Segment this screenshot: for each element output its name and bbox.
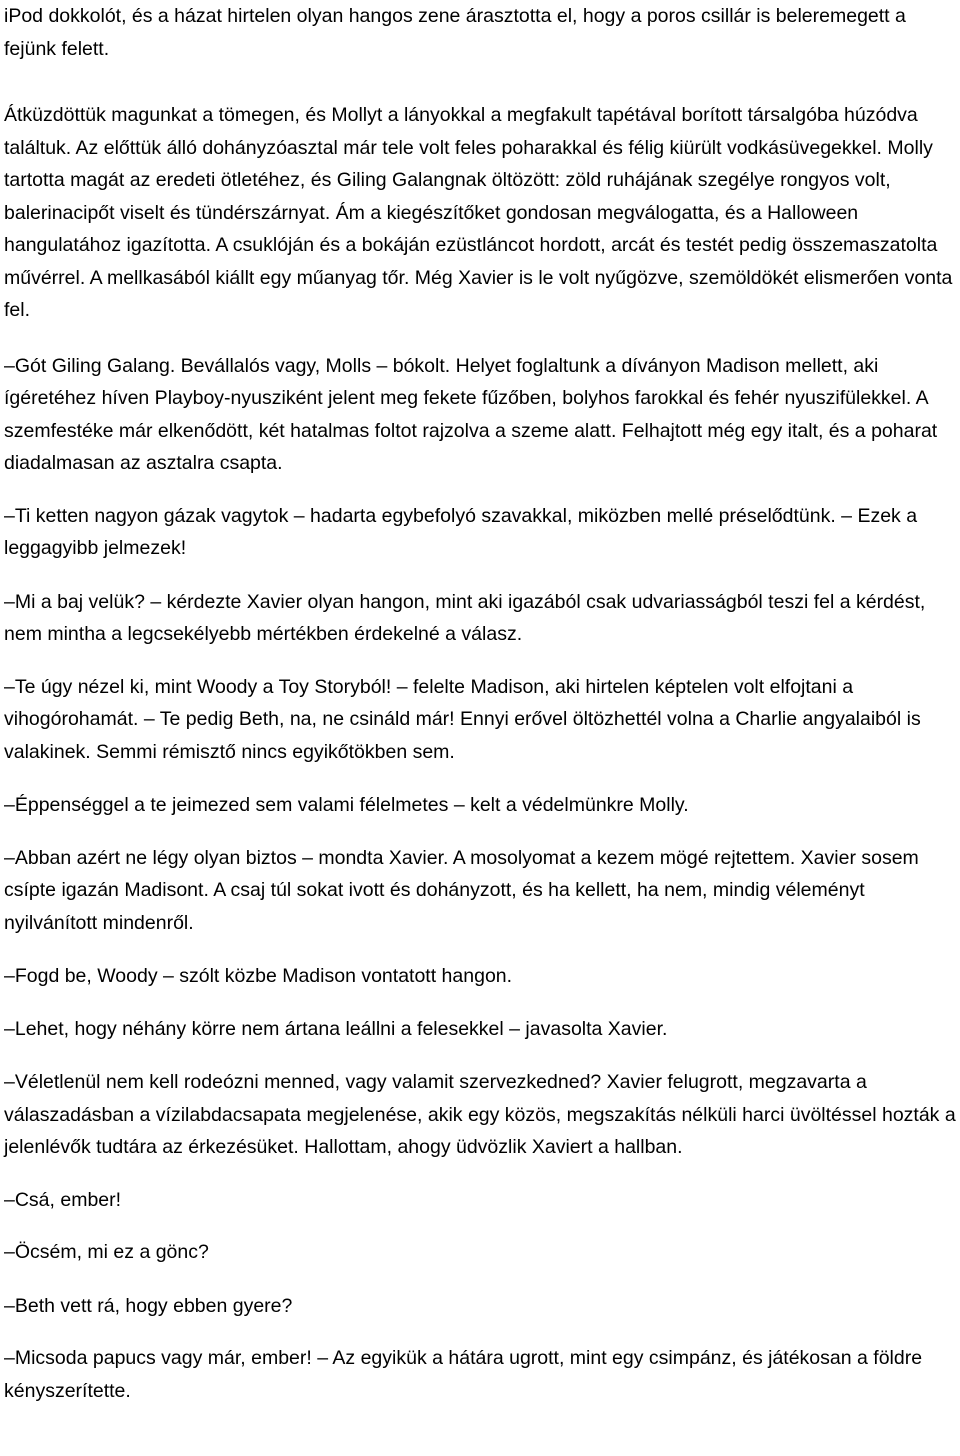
paragraph-gap: [4, 1045, 956, 1066]
paragraph: –Gót Giling Galang. Bevállalós vagy, Molls – bókolt. Helyet foglaltunk a díványon Madison mellett, aki ígéretéhez híven Playboy-nyusziként jelent meg fekete fűzőben, bolyhos farokkal és fehér nyuszifülekkel. A szemfestéke már elkenődött, két hatalmas foltot rajzolva a szeme alatt. Felhajtott még egy italt, és a poharat diadalmasan az asztalra csapta.: [4, 354, 938, 474]
paragraph: –Véletlenül nem kell rodeózni menned, vagy valamit szervezkedned? Xavier felugrott, megzavarta a válaszadásban a vízilabdacsapata megjelenése, akik egy közös, megszakítás nélküli harci üvöltéssel hozták a jelenlévők tudtára az érkezésüket. Hallottam, ahogy üdvözlik Xaviert a hallban.: [4, 1071, 956, 1158]
paragraph: –Lehet, hogy néhány körre nem ártana leállni a felesekkel – javasolta Xavier.: [4, 1017, 668, 1040]
paragraph-gap: [4, 939, 956, 960]
paragraph: –Te úgy nézel ki, mint Woody a Toy Storyból! – felelte Madison, aki hirtelen képtelen volt elfojtani a vihogórohamát. – Te pedig Beth, na, ne csináld már! Ennyi erővel öltözhettél volna a Charlie angyalaiból is valakinek. Semmi rémisztő nincs egyikőtökben sem.: [4, 675, 921, 763]
paragraph: Átküzdöttük magunkat a tömegen, és Mollyt a lányokkal a megfakult tapétával borított társalgóba húzódva találtuk. Az előttük álló dohányzóasztal már tele volt feles poharakkal és félig kiürült vodkásüvegekkel. Molly tartotta magát az eredeti ötletéhez, és Giling Galangnak öltözött: zöld ruhájának szegélye rongyos volt, balerinacipőt viselt és tündérszárnyat. Ám a kiegészítőket gondosan megválogatta, és a Halloween hangulatához igazította. A csuklóján és a bokáján ezüstláncot hordott, arcát és testét pedig összemaszatolta művérrel. A mellkasából kiállt egy műanyag tőr. Még Xavier is le volt nyűgözve, szemöldökét elismerően vonta fel.: [4, 104, 953, 321]
paragraph: –Micsoda papucs vagy már, ember! – Az egyikük a hátára ugrott, mint egy csimpánz, és játékosan a földre kényszerítette.: [4, 1347, 923, 1402]
paragraph-gap: [4, 822, 956, 842]
paragraph-gap: [4, 1216, 956, 1236]
paragraph: –Csá, ember!: [4, 1188, 122, 1211]
paragraph-gap: [4, 1322, 956, 1342]
paragraph: –Beth vett rá, hogy ebben gyere?: [4, 1294, 293, 1317]
paragraph: –Abban azért ne légy olyan biztos – mondta Xavier. A mosolyomat a kezem mögé rejtettem. Xavier sosem csípte igazán Madisont. A csaj túl sokat ivott és dohányzott, és ha kellett, ha nem, mindig véleményt nyilvánított mindenről.: [4, 846, 919, 934]
paragraph: –Mi a baj velük? – kérdezte Xavier olyan hangon, mint aki igazából csak udvariasságból teszi fel a kérdést, nem mintha a legcsekélyebb mértékben érdekelné a válasz.: [4, 590, 926, 645]
paragraph-gap: [4, 1269, 956, 1290]
paragraph-gap: [4, 65, 956, 99]
document-page: [4, 0, 956, 1407]
paragraph: –Öcsém, mi ez a gönc?: [4, 1241, 209, 1263]
paragraph-gap: [4, 480, 956, 500]
paragraph: –Fogd be, Woody – szólt közbe Madison vontatott hangon.: [4, 965, 513, 987]
paragraph-gap: [4, 565, 956, 586]
paragraph-gap: [4, 1164, 956, 1184]
paragraph-gap: [4, 327, 956, 350]
paragraph: –Éppenséggel a te jeimezed sem valami félelmetes – kelt a védelmünkre Molly.: [4, 794, 689, 816]
paragraph-gap: [4, 651, 956, 671]
paragraph: iPod dokkolót, és a házat hirtelen olyan hangos zene árasztotta el, hogy a poros csillár is beleremegett a fejünk felett.: [4, 5, 906, 60]
paragraph: –Ti ketten nagyon gázak vagytok – hadarta egybefolyó szavakkal, miközben mellé préselődtünk. – Ezek a leggagyibb jelmezek!: [4, 504, 918, 559]
paragraph-gap: [4, 768, 956, 789]
paragraph-gap: [4, 993, 956, 1013]
